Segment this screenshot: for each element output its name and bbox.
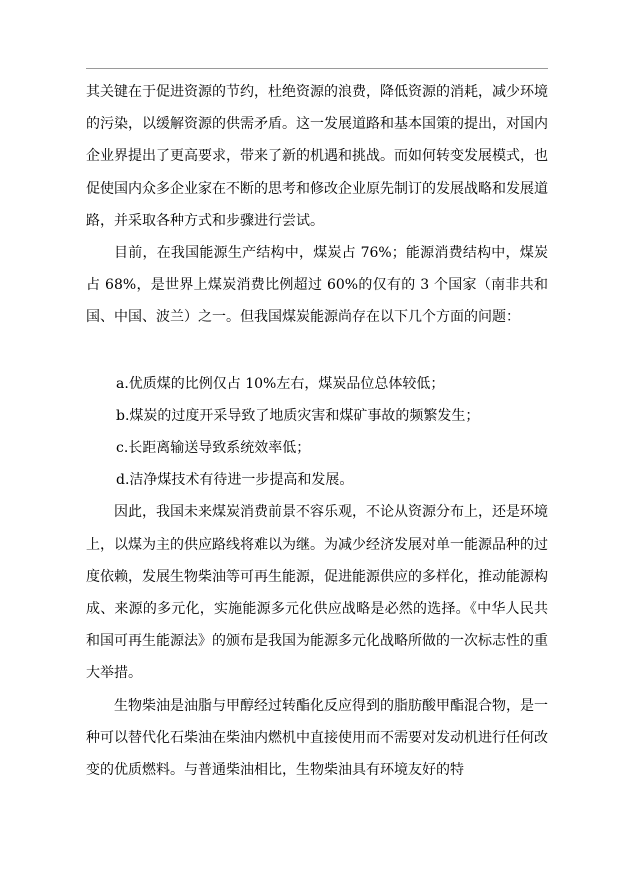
list-item-a: a.优质煤的比例仅占 10%左右，煤炭品位总体较低； — [116, 375, 445, 392]
header-rule — [86, 68, 548, 69]
list-item-c: c.长距离输送导致系统效率低； — [116, 440, 311, 457]
document-body — [86, 76, 548, 786]
paragraph-energy-structure: 目前，在我国能源生产结构中，煤炭占 76%；能源消费结构中，煤炭占 68%，是世界上煤炭消费比例超过 60%的仅有的 3 个国家（南非共和国、中国、波兰）之一。但我国煤炭能源尚存在以下几个方面的问题： — [86, 245, 548, 326]
list-item-b: b.煤炭的过度开采导致了地质灾害和煤矿事故的频繁发生； — [116, 407, 480, 424]
paragraph-resource-policy: 其关键在于促进资源的节约，杜绝资源的浪费，降低资源的消耗，减少环境的污染，以缓解资源的供需矛盾。这一发展道路和基本国策的提出，对国内企业界提出了更高要求，带来了新的机遇和挑战。而如何转变发展模式，也促使国内众多企业家在不断的思考和修改企业原先制订的发展战略和发展道路，并采取各种方式和步骤进行尝试。 — [86, 84, 548, 229]
paragraph-energy-diversification: 因此，我国未来煤炭消费前景不容乐观，不论从资源分布上，还是环境上，以煤为主的供应路线将难以为继。为减少经济发展对单一能源品种的过度依赖，发展生物柴油等可再生能源，促进能源供应的多样化，推动能源构成、来源的多元化，实施能源多元化供应战略是必然的选择。《中华人民共和国可再生能源法》的颁布是我国为能源多元化战略所做的一次标志性的重大举措。 — [86, 504, 548, 682]
paragraph-biodiesel: 生物柴油是油脂与甲醇经过转酯化反应得到的脂肪酸甲酯混合物，是一种可以替代化石柴油在柴油内燃机中直接使用而不需要对发动机进行任何改变的优质燃料。与普通柴油相比，生物柴油具有环境友好的特 — [86, 697, 548, 779]
list-item-d: d.洁净煤技术有待进一步提高和发展。 — [116, 472, 354, 489]
paragraph-gap — [86, 334, 548, 368]
